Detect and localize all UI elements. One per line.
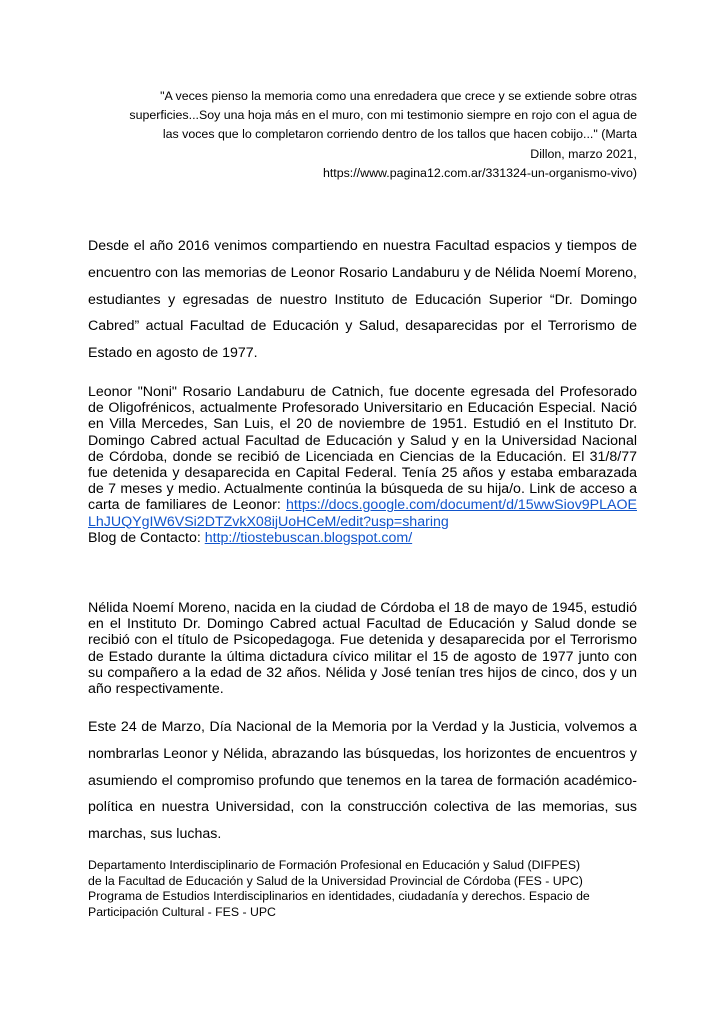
family-letter-link[interactable]: https://docs.google.com/document/d/15wwSiov9PLAOELhJUQYgIW6VSi2DTZvkX08ijUoHCeM/edit?usp=sharing xyxy=(88,497,637,530)
institution-footer xyxy=(88,858,637,920)
footer-line: de la Facultad de Educación y Salud de la Universidad Provincial de Córdoba (FES - UPC) xyxy=(88,873,583,888)
intro-paragraph: Desde el año 2016 venimos compartiendo en nuestra Facultad espacios y tiempos de encuentro con las memorias de Leonor Rosario Landaburu y de Nélida Noemí Moreno, estudiantes y egresadas de nuestro Instituto de Educación Superior “Dr. Domingo Cabred” actual Facultad de Educación y Salud, desaparecidas por el Terrorismo de Estado en agosto de 1977. xyxy=(88,238,637,362)
epigraph-quote xyxy=(116,87,637,183)
quote-line: las voces que lo completaron corriendo dentro de los tallos que hacen cobijo..." (Marta xyxy=(162,127,637,142)
blog-label: Blog de Contacto: xyxy=(88,529,205,546)
quote-line: https://www.pagina12.com.ar/331324-un-organismo-vivo) xyxy=(322,165,637,180)
footer-line: Participación Cultural - FES - UPC xyxy=(88,904,276,919)
footer-line: Programa de Estudios Interdisciplinarios en identidades, ciudadanía y derechos. Espacio de xyxy=(88,889,590,904)
leonor-bio-text: Leonor "Noni" Rosario Landaburu de Catnich, fue docente egresada del Profesorado de Oligofrénicos, actualmente Profesorado Universitario en Educación Especial. Nació en Villa Mercedes, San Luis, el 20 de noviembre de 1951. Estudió en el Instituto Dr. Domingo Cabred actual Facultad de Educación y Salud y en la Universidad Nacional de Córdoba, donde se recibió de Licenciada en Ciencias de la Educación. El 31/8/77 fue detenida y desaparecida en Capital Federal. Tenía 25 años y estaba embarazada de 7 meses y medio. Actualmente continúa la búsqueda de su hija/o. Link de acceso a carta de familiares de Leonor: xyxy=(88,384,637,514)
nelida-paragraph: Nélida Noemí Moreno, nacida en la ciudad de Córdoba el 18 de mayo de 1945, estudió en el Instituto Dr. Domingo Cabred actual Facultad de Educación y Salud donde se recibió con el título de Psicopedagoga. Fue detenida y desaparecida por el Terrorismo de Estado durante la última dictadura cívico militar el 15 de agosto de 1977 junto con su compañero a la edad de 32 años. Nélida y José tenían tres hijos de cinco, dos y un año respectivamente. xyxy=(88,600,637,698)
footer-line: Departamento Interdisciplinario de Formación Profesional en Educación y Salud (DIFPES) xyxy=(88,858,581,872)
blog-link[interactable]: http://tiostebuscan.blogspot.com/ xyxy=(204,529,413,546)
quote-line: "A veces pienso la memoria como una enredadera que crece y se extiende sobre otras xyxy=(160,89,637,103)
quote-line: superficies...Soy una hoja más en el muro, con mi testimonio siempre en rojo con el agua de xyxy=(129,108,637,123)
memory-day-paragraph: Este 24 de Marzo, Día Nacional de la Memoria por la Verdad y la Justicia, volvemos a nombrarlas Leonor y Nélida, abrazando las búsquedas, los horizontes de encuentros y asumiendo el compromiso profundo que tenemos en la tarea de formación académico-política en nuestra Universidad, con la construcción colectiva de las memorias, sus marchas, sus luchas. xyxy=(88,719,637,843)
quote-line: Dillon, marzo 2021, xyxy=(530,146,637,161)
leonor-paragraph xyxy=(88,384,637,546)
